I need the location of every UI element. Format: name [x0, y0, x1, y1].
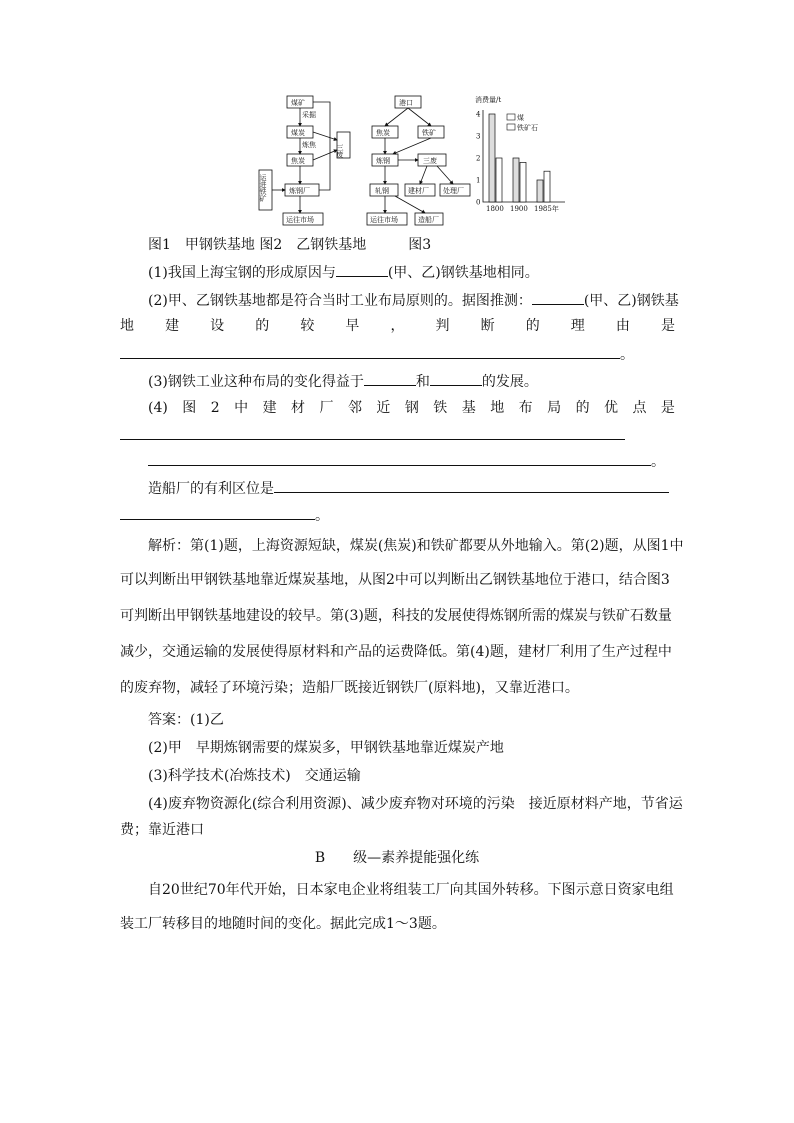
section-b-heading: B 级—素养提能强化练: [314, 850, 480, 866]
fig3-ytick: 3: [476, 132, 481, 141]
answer-line-5: 费；靠近港口: [120, 822, 204, 838]
fig1-side-iron-ore: 运进铁矿: [259, 174, 267, 202]
q4-spread-char: 中: [234, 400, 249, 416]
q2-spread-char: 的: [525, 318, 540, 334]
fig3-legend-coal: 煤: [517, 114, 524, 122]
fig1-arrow-coking: 炼焦: [302, 141, 316, 149]
fig2-box-shipyard: 造船厂: [418, 216, 439, 224]
fig1-box-steel-plant: 炼钢厂: [289, 187, 310, 195]
question-4-line-4: [148, 478, 669, 499]
q2-end: 。: [620, 347, 634, 363]
answer-line-1: 答案：(1)乙: [148, 712, 224, 728]
answer-line-3: (3)科学技术(冶炼技术) 交通运输: [148, 768, 361, 784]
q1-blank[interactable]: [336, 262, 388, 277]
q2-spread-char: 设: [210, 318, 225, 334]
q4-blank-ship[interactable]: [274, 478, 669, 493]
q2-spread-char: 由: [615, 318, 630, 334]
q4-blank-ship-2[interactable]: [120, 505, 315, 520]
q2-spread-char: 断: [480, 318, 495, 334]
fig3-ytick: 1: [476, 176, 481, 185]
q4-spread-char: 钢: [404, 400, 419, 416]
q4-spread-char: 2: [210, 400, 220, 416]
q3-text-c: 的发展。: [481, 374, 538, 390]
q4-spread-char: 近: [376, 400, 391, 416]
fig3-legend-swatch-iron-ore: [507, 124, 515, 130]
fig3-xtick: 1900: [510, 205, 528, 213]
q4-ship-end: 。: [315, 508, 329, 524]
q4-spread-char: 材: [291, 400, 306, 416]
fig2-box-iron-ore: 铁矿: [422, 129, 436, 137]
q4-spread-char: 布: [518, 400, 533, 416]
fig3-legend-swatch-coal: [507, 114, 515, 120]
q4-spread-char: 点: [632, 400, 647, 416]
figures-svg: [255, 92, 575, 232]
q4-spread-char: (4): [148, 400, 168, 416]
q2-spread-char: 是: [660, 318, 675, 334]
analysis-line-3: 可判断出甲钢铁基地建设的较早。第(3)题，科技的发展使得炼钢所需的煤炭与铁矿石数量: [120, 608, 672, 624]
question-2-line-1: [148, 290, 679, 311]
answer-line-4: (4)废弃物资源化(综合利用资源)、减少废弃物对环境的污染 接近原材料产地，节省运: [148, 796, 683, 812]
fig2-box-building-materials: 建材厂: [408, 187, 429, 195]
fig2-box-market: 运往市场: [370, 216, 398, 224]
fig3-bar-coal: [537, 180, 543, 202]
analysis-line-5: 的废弃物，减轻了环境污染；造船厂既接近钢铁厂(原料地)，又靠近港口。: [120, 680, 579, 696]
fig2-box-steelmaking: 炼钢: [376, 157, 390, 165]
fig3-xtick: 1985年: [534, 205, 559, 213]
fig3-ytick: 4: [476, 110, 481, 119]
q4-blank-1[interactable]: [120, 425, 625, 440]
fig3-bar-iron-ore: [544, 171, 550, 202]
fig3-bar-coal: [489, 114, 495, 202]
fig1-box-coal: 煤炭: [291, 129, 305, 137]
fig3-ylabel: 消费量/t: [475, 96, 502, 104]
q2-spread-char: 地: [120, 318, 134, 334]
answer-line-2: (2)甲 早期炼钢需要的煤炭多，甲钢铁基地靠近煤炭产地: [148, 740, 504, 756]
q4-spread-char: 建: [262, 400, 277, 416]
figures-area: [255, 92, 575, 232]
q2-spread-char: 判: [435, 318, 450, 334]
q4-spread-char: 厂: [319, 400, 334, 416]
q4-blank-2[interactable]: [148, 451, 651, 466]
q4-spread-char: 优: [604, 400, 619, 416]
q4-spread-char: 的: [575, 400, 590, 416]
fig2-box-coke: 焦炭: [376, 129, 390, 137]
q2-spread-char: 建: [165, 318, 180, 334]
fig1-box-coal-mine: 煤矿: [291, 99, 305, 107]
question-2-line-3: [120, 344, 634, 365]
q2-spread-char: 早: [345, 318, 360, 334]
analysis-line-2: 可以判断出甲钢铁基地靠近煤炭基地，从图2中可以判断出乙钢铁基地位于港口，结合图3: [120, 572, 670, 588]
question-4-line-5: [120, 505, 329, 526]
q3-blank-2[interactable]: [430, 371, 482, 386]
fig1-box-waste: 三废: [336, 144, 344, 158]
question-1: [148, 262, 539, 283]
fig1-box-market: 运往市场: [286, 216, 314, 224]
fig2-box-port: 港口: [399, 99, 413, 107]
q2-text-a: (2)甲、乙钢铁基地都是符合当时工业布局原则的。据图推测：: [148, 293, 532, 309]
q1-text-b: (甲、乙)钢铁基地相同。: [387, 265, 539, 281]
fig3-ytick: 0: [476, 198, 481, 207]
question-3: [148, 371, 538, 392]
analysis-line-1: 解析：第(1)题，上海资源短缺，煤炭(焦炭)和铁矿都要从外地输入。第(2)题，从图1中: [148, 538, 684, 554]
fig2-box-waste: 三废: [423, 157, 437, 165]
fig3-bar-iron-ore: [520, 162, 526, 202]
q3-text-a: (3)钢铁工业这种布局的变化得益于: [148, 374, 364, 390]
q4-spread-char: 局: [547, 400, 562, 416]
q4-spread-char: 铁: [433, 400, 448, 416]
intro-line-1: 自20世纪70年代开始，日本家电企业将组装工厂向其国外转移。下图示意日资家电组: [148, 882, 674, 898]
figure1-labels: [259, 98, 345, 224]
q2-spread-char: ，: [390, 318, 405, 334]
fig3-xtick: 1800: [486, 205, 504, 213]
fig2-box-treatment-plant: 处理厂: [443, 187, 464, 195]
q3-text-b: 和: [415, 374, 430, 390]
question-4-line-3: [148, 451, 665, 472]
fig1-arrow-mining: 采掘: [302, 111, 316, 119]
figure3-chart: [475, 95, 565, 213]
q2-spread-char: 较: [300, 318, 315, 334]
fig2-box-rolling: 轧钢: [375, 187, 389, 195]
fig1-box-coke: 焦炭: [291, 157, 305, 165]
q2-blank-reason[interactable]: [120, 344, 620, 359]
figure-caption: 图1 甲钢铁基地 图2 乙钢铁基地 图3: [148, 237, 432, 253]
question-4-line-1: [148, 398, 675, 418]
fig3-ytick: 2: [476, 154, 481, 163]
q4-ship-text: 造船厂的有利区位是: [148, 481, 274, 497]
analysis-line-4: 减少，交通运输的发展使得原材料和产品的运费降低。第(4)题，建材厂利用了生产过程中: [120, 644, 672, 660]
fig3-bar-iron-ore: [496, 158, 502, 202]
fig3-legend-iron-ore: 铁矿石: [517, 124, 538, 132]
q4-spread-char: 地: [490, 400, 505, 416]
q2-text-b: (甲、乙)钢铁基: [583, 293, 679, 309]
question-2-line-2: [120, 316, 675, 336]
q4-end: 。: [651, 454, 665, 470]
question-4-line-2: [120, 425, 625, 446]
q2-blank-choice[interactable]: [532, 290, 584, 305]
q3-blank-1[interactable]: [364, 371, 416, 386]
fig3-bar-coal: [513, 158, 519, 202]
q1-text-a: (1)我国上海宝钢的形成原因与: [148, 265, 336, 281]
q4-spread-char: 是: [660, 400, 675, 416]
q4-spread-char: 图: [182, 400, 197, 416]
q4-spread-char: 邻: [347, 400, 362, 416]
figure2-labels: [370, 98, 464, 224]
intro-line-2: 装工厂转移目的地随时间的变化。据此完成1～3题。: [120, 916, 446, 932]
q4-spread-char: 基: [461, 400, 476, 416]
q2-spread-char: 理: [570, 318, 585, 334]
q2-spread-char: 的: [255, 318, 270, 334]
